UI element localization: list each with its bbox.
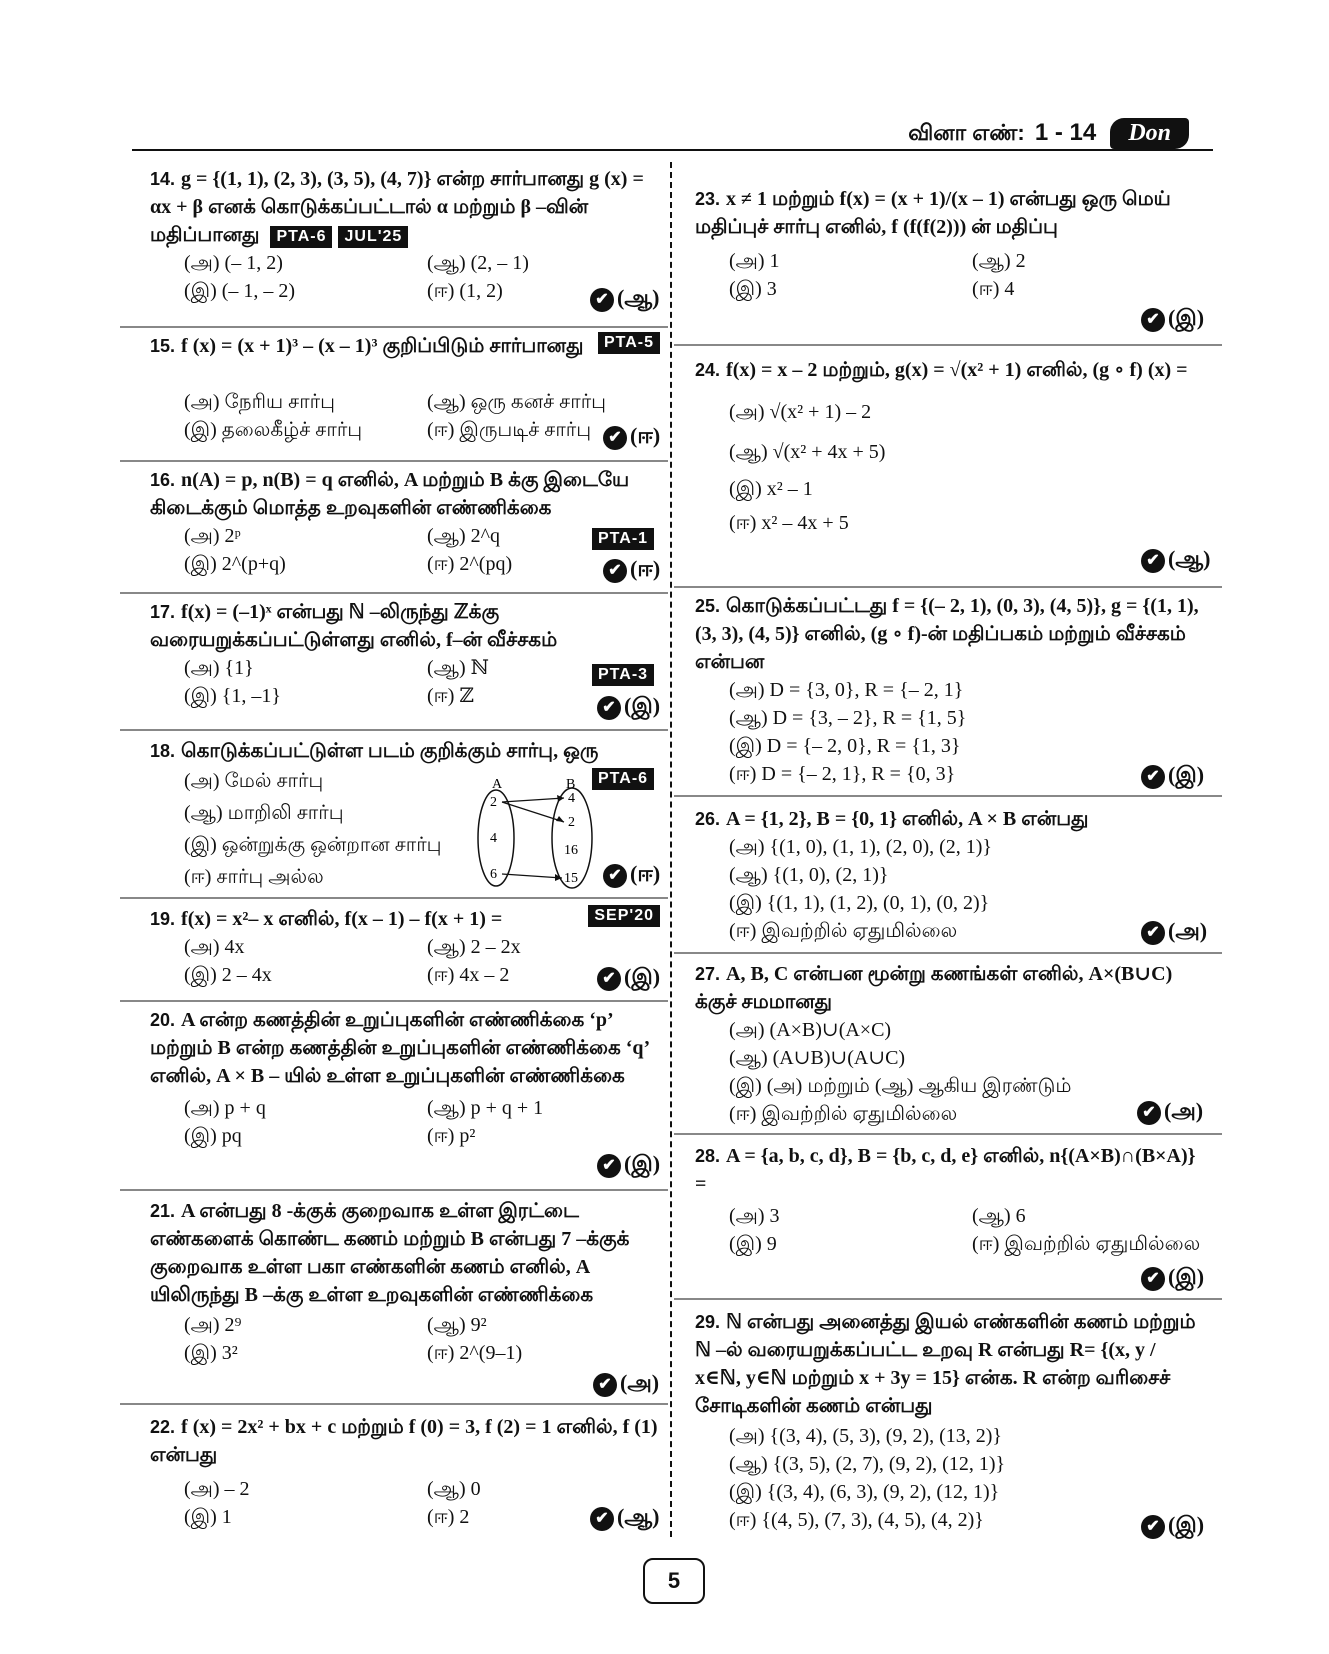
question-stem: A என்ற கணத்தின் உறுப்புகளின் எண்ணிக்கை ‘p’ மற்றும் B என்ற கணத்தின் உறுப்புகளின் எண்ணிக்கை ‘q’ எனில், A × B – யில் உள்ள உறுப்புகளின் எண்ணிக்கை (150, 1009, 649, 1087)
question-number: 26. (695, 809, 721, 829)
option-d[interactable]: (ஈ) x² – 4x + 5 (729, 512, 849, 534)
arrow-head (556, 816, 564, 822)
answer-mark (1137, 1098, 1203, 1127)
question-number: 25. (695, 596, 721, 616)
answer-label: (இ) (1168, 1264, 1205, 1289)
question-stem: f(x) = x²– x எனில், f(x – 1) – f(x + 1) = (181, 908, 503, 930)
option-b[interactable]: (ஆ) (A∪B)∪(A∪C) (729, 1047, 906, 1069)
option-d[interactable]: (ஈ) 4 (972, 278, 1015, 300)
option-b[interactable]: (ஆ) 2 (972, 250, 1026, 272)
question-number: 20. (150, 1010, 176, 1030)
answer-label: (ஆ) (617, 285, 660, 310)
check-icon: ✔ (1137, 1101, 1161, 1125)
option-d[interactable]: (ஈ) (1, 2) (427, 280, 503, 302)
question-number: 27. (695, 964, 721, 984)
option-d[interactable]: (ஈ) 2^(9–1) (427, 1342, 523, 1364)
question-number: 29. (695, 1312, 721, 1332)
check-icon: ✔ (590, 288, 614, 312)
option-a[interactable]: (அ) 4x (184, 936, 245, 958)
question-stem: கொடுக்கப்பட்டுள்ள படம் குறிக்கும் சார்பு, ஒரு (181, 740, 599, 762)
answer-mark (590, 1504, 659, 1533)
option-a[interactable]: (அ) 3 (729, 1205, 780, 1227)
option-c[interactable]: (இ) 2 – 4x (184, 964, 272, 986)
option-a[interactable]: (அ) {(1, 0), (1, 1), (2, 0), (2, 1)} (729, 836, 993, 858)
option-b[interactable]: (ஆ) √(x² + 4x + 5) (729, 441, 886, 463)
question-15 (150, 332, 660, 444)
option-a[interactable]: (அ) (A×B)∪(A×C) (729, 1019, 892, 1041)
header-rule (132, 149, 1213, 151)
question-stem: x ≠ 1 மற்றும் f(x) = (x + 1)/(x – 1) என்பது ஒரு மெய் மதிப்புச் சார்பு எனில், f (f(f(2))) ன் மதிப்பு (695, 188, 1171, 238)
answer-label: (இ) (1168, 1512, 1205, 1537)
separator (120, 729, 668, 731)
answer-label: (ஈ) (630, 861, 661, 886)
exam-tag: JUL'25 (338, 226, 408, 248)
answer-label: (அ) (1168, 918, 1208, 943)
option-d[interactable]: (ஈ) இவற்றில் ஏதுமில்லை (729, 920, 958, 942)
option-a[interactable]: (அ) 2ᵖ (184, 525, 241, 547)
answer-label: (அ) (1164, 1098, 1204, 1123)
check-icon: ✔ (603, 559, 627, 583)
question-14 (150, 165, 660, 305)
separator (674, 952, 1222, 954)
option-a[interactable]: (அ) மேல் சார்பு (184, 770, 324, 792)
check-icon: ✔ (1141, 1267, 1165, 1291)
question-number: 21. (150, 1201, 176, 1221)
column-divider (670, 162, 672, 1537)
option-c[interactable]: (இ) 1 (184, 1506, 232, 1528)
question-stem: A என்பது 8 -க்குக் குறைவாக உள்ள இரட்டை எண்களைக் கொண்ட கணம் மற்றும் B என்பது 7 –க்குக் குறைவாக உள்ள பகா எண்களின் கணம் எனில், A யிலிருந்து B –க்கு உள்ள உறவுகளின் எண்ணிக்கை (150, 1200, 630, 1306)
answer-mark (597, 964, 660, 993)
option-a[interactable]: (அ) √(x² + 1) – 2 (729, 401, 872, 423)
question-number: 24. (695, 360, 721, 380)
option-c[interactable]: (இ) D = {– 2, 0}, R = {1, 3} (729, 735, 961, 757)
answer-mark (597, 1151, 660, 1180)
question-stem: கொடுக்கப்பட்டது f = {(– 2, 1), (0, 3), (4, 5)}, g = {(1, 1), (3, 3), (4, 5)} எனில், (g ∘ f)-ன் மதிப்பகம் மற்றும் வீச்சகம் என்பன (695, 595, 1199, 673)
option-a[interactable]: (அ) – 2 (184, 1478, 250, 1500)
answer-mark (593, 1370, 659, 1399)
answer-label: (இ) (1168, 762, 1205, 787)
option-c[interactable]: (இ) 9 (729, 1233, 777, 1255)
page-header (908, 118, 1189, 149)
question-number: 19. (150, 909, 176, 929)
question-stem: A = {1, 2}, B = {0, 1} எனில், A × B என்பது (726, 808, 1089, 830)
option-d[interactable]: (ஈ) {(4, 5), (7, 3), (4, 5), (4, 2)} (729, 1509, 984, 1531)
mapping-diagram (470, 774, 600, 892)
question-26 (695, 805, 1208, 945)
option-d[interactable]: (ஈ) 2^(pq) (427, 553, 513, 575)
check-icon: ✔ (603, 864, 627, 888)
answer-mark (1141, 1512, 1204, 1541)
question-stem: ℕ என்பது அனைத்து இயல் எண்களின் கணம் மற்றும் ℕ –ல் வரையறுக்கப்பட்ட உறவு R என்பது R= {(x, y / x∈ℕ, y∈ℕ மற்றும் x + 3y = 15} என்க. R என்ற வரிசைச் சோடிகளின் கணம் என்பது (695, 1311, 1196, 1417)
answer-label: (ஆ) (1168, 546, 1211, 571)
option-b[interactable]: (ஆ) ஒரு கனச் சார்பு (427, 391, 607, 413)
question-16 (150, 466, 660, 578)
exam-tag: SEP'20 (588, 905, 660, 927)
answer-mark (1141, 305, 1204, 334)
option-b[interactable]: (ஆ) {(3, 5), (2, 7), (9, 2), (12, 1)} (729, 1453, 1006, 1475)
question-25 (695, 592, 1205, 788)
option-a[interactable]: (அ) p + q (184, 1097, 266, 1119)
check-icon: ✔ (1141, 549, 1165, 573)
separator (674, 1133, 1222, 1135)
separator (120, 897, 668, 899)
options (729, 1202, 1205, 1258)
question-23 (695, 185, 1205, 303)
set-a-element: 6 (490, 867, 497, 882)
options (729, 1422, 1205, 1534)
check-icon: ✔ (603, 426, 627, 450)
option-a[interactable]: (அ) 1 (729, 250, 780, 272)
answer-mark (590, 285, 659, 314)
options (184, 1475, 660, 1531)
check-icon: ✔ (1141, 765, 1165, 789)
option-b[interactable]: (ஆ) {(1, 0), (2, 1)} (729, 864, 889, 886)
answer-label: (இ) (1168, 305, 1205, 330)
question-stem: f (x) = (x + 1)³ – (x – 1)³ குறிப்பிடும் சார்பானது (181, 335, 584, 357)
separator (674, 344, 1222, 346)
answer-mark (1141, 1264, 1204, 1293)
options (729, 676, 1205, 788)
separator (120, 460, 668, 462)
separator (674, 795, 1222, 797)
question-stem: f (x) = 2x² + bx + c மற்றும் f (0) = 3, f (2) = 1 எனில், f (1) என்பது (150, 1416, 658, 1466)
set-b-label: B (566, 777, 576, 792)
options (184, 933, 660, 989)
option-b[interactable]: (ஆ) 2^q (427, 525, 500, 547)
brand-logo: Don (1110, 118, 1189, 149)
answer-mark (597, 693, 660, 722)
exam-tag: PTA-5 (598, 332, 660, 354)
question-number: 17. (150, 602, 176, 622)
option-d[interactable]: (ஈ) 4x – 2 (427, 964, 510, 986)
answer-mark (1141, 546, 1210, 575)
separator (120, 592, 668, 594)
option-c[interactable]: (இ) {(1, 1), (1, 2), (0, 1), (0, 2)} (729, 892, 990, 914)
question-number: 15. (150, 336, 176, 356)
answer-label: (ஆ) (617, 1504, 660, 1529)
separator (674, 1298, 1222, 1300)
options (184, 249, 660, 305)
mapping-arrow (502, 798, 564, 802)
exam-tag: PTA-3 (592, 664, 654, 686)
check-icon: ✔ (597, 696, 621, 720)
question-17 (150, 598, 660, 710)
option-c[interactable]: (இ) ஒன்றுக்கு ஒன்றான சார்பு (184, 834, 442, 856)
option-c[interactable]: (இ) 2^(p+q) (184, 553, 286, 575)
option-c[interactable]: (இ) 3² (184, 1342, 238, 1364)
option-d[interactable]: (ஈ) இருபடிச் சார்பு (427, 419, 592, 441)
mapping-arrow (502, 874, 562, 878)
option-c[interactable]: (இ) x² – 1 (729, 478, 813, 500)
header-title: வினா எண்: (908, 120, 1025, 145)
option-a[interactable]: (அ) (– 1, 2) (184, 252, 283, 274)
question-stem: g = {(1, 1), (2, 3), (3, 5), (4, 7)} என்ற சார்பானது g (x) = αx + β எனக் கொடுக்கப்பட்டால் α மற்றும் β –வின் மதிப்பானது (150, 168, 644, 246)
check-icon: ✔ (590, 1507, 614, 1531)
option-d[interactable]: (ஈ) ℤ (427, 685, 475, 707)
option-c[interactable]: (இ) {(3, 4), (6, 3), (9, 2), (12, 1)} (729, 1481, 1000, 1503)
check-icon: ✔ (1141, 921, 1165, 945)
question-22 (150, 1413, 660, 1531)
check-icon: ✔ (1141, 1515, 1165, 1539)
header-range: 1 - 14 (1034, 119, 1097, 146)
separator (120, 326, 668, 328)
question-stem: n(A) = p, n(B) = q எனில், A மற்றும் B க்கு இடையே கிடைக்கும் மொத்த உறவுகளின் எண்ணிக்கை (150, 469, 630, 519)
question-number: 18. (150, 741, 176, 761)
exam-tag: PTA-6 (592, 768, 654, 790)
question-stem: f(x) = (–1)ˣ என்பது ℕ –லிருந்து ℤக்கு வரையறுக்கப்பட்டுள்ளது எனில், f–ன் வீச்சகம் (150, 601, 558, 651)
options (729, 392, 1205, 540)
option-c[interactable]: (இ) {1, –1} (184, 685, 281, 707)
exam-tag: PTA-6 (270, 226, 332, 248)
question-stem: f(x) = x – 2 மற்றும், g(x) = √(x² + 1) எனில், (g ∘ f) (x) = (726, 359, 1188, 381)
option-c[interactable]: (இ) தலைகீழ்ச் சார்பு (184, 419, 363, 441)
question-27 (695, 960, 1205, 1128)
option-b[interactable]: (ஆ) (2, – 1) (427, 252, 529, 274)
options (184, 1311, 660, 1367)
question-stem: A, B, C என்பன மூன்று கணங்கள் எனில், A×(B∪C) க்குச் சமமானது (695, 963, 1173, 1013)
question-24 (695, 356, 1205, 540)
option-b[interactable]: (ஆ) மாறிலி சார்பு (184, 802, 344, 824)
option-d[interactable]: (ஈ) இவற்றில் ஏதுமில்லை (729, 1103, 958, 1125)
answer-mark (1141, 918, 1207, 947)
option-c[interactable]: (இ) (அ) மற்றும் (ஆ) ஆகிய இரண்டும் (729, 1075, 1072, 1097)
question-19 (150, 905, 660, 989)
option-d[interactable]: (ஈ) D = {– 2, 1}, R = {0, 3} (729, 763, 956, 785)
option-b[interactable]: (ஆ) p + q + 1 (427, 1097, 544, 1119)
answer-mark (1141, 762, 1204, 791)
check-icon: ✔ (593, 1373, 617, 1397)
separator (674, 586, 1222, 588)
separator (120, 1189, 668, 1191)
option-d[interactable]: (ஈ) p² (427, 1125, 476, 1147)
page-number: 5 (643, 1558, 705, 1604)
answer-label: (ஈ) (630, 556, 661, 581)
question-number: 22. (150, 1417, 176, 1437)
option-b[interactable]: (ஆ) 9² (427, 1314, 487, 1336)
answer-mark (603, 423, 660, 452)
question-28 (695, 1142, 1205, 1258)
option-c[interactable]: (இ) 3 (729, 278, 777, 300)
option-a[interactable]: (அ) D = {3, 0}, R = {– 2, 1} (729, 679, 964, 701)
answer-label: (இ) (624, 693, 661, 718)
option-b[interactable]: (ஆ) 2 – 2x (427, 936, 521, 958)
option-d[interactable]: (ஈ) 2 (427, 1506, 470, 1528)
separator (120, 1403, 668, 1405)
answer-mark (603, 556, 660, 585)
option-d[interactable]: (ஈ) சார்பு அல்ல (184, 866, 324, 888)
option-b[interactable]: (ஆ) D = {3, – 2}, R = {1, 5} (729, 707, 967, 729)
separator (120, 1000, 668, 1002)
answer-mark (603, 861, 660, 890)
set-b-element: 2 (568, 815, 575, 830)
question-29 (695, 1308, 1205, 1534)
options (729, 833, 1208, 945)
question-number: 28. (695, 1146, 721, 1166)
exam-tag: PTA-1 (592, 528, 654, 550)
options (184, 388, 660, 444)
question-number: 23. (695, 189, 721, 209)
option-b[interactable]: (ஆ) 0 (427, 1478, 481, 1500)
option-a[interactable]: (அ) 2⁹ (184, 1314, 242, 1336)
check-icon: ✔ (597, 1154, 621, 1178)
set-b-element: 4 (568, 791, 575, 806)
question-21 (150, 1197, 660, 1367)
options (184, 522, 660, 578)
check-icon: ✔ (1141, 308, 1165, 332)
option-a[interactable]: (அ) நேரிய சார்பு (184, 391, 335, 413)
set-b-element: 16 (564, 843, 578, 858)
option-c[interactable]: (இ) pq (184, 1125, 242, 1147)
set-a-element: 4 (490, 831, 497, 846)
answer-label: (இ) (624, 964, 661, 989)
option-d[interactable]: (ஈ) இவற்றில் ஏதுமில்லை (972, 1233, 1201, 1255)
set-a-element: 2 (490, 795, 497, 810)
question-number: 14. (150, 169, 176, 189)
options (184, 1094, 660, 1150)
option-a[interactable]: (அ) {1} (184, 657, 254, 679)
answer-label: (இ) (624, 1151, 661, 1176)
answer-label: (அ) (620, 1370, 660, 1395)
set-a-label: A (492, 777, 503, 792)
option-c[interactable]: (இ) (– 1, – 2) (184, 280, 296, 302)
options (184, 654, 660, 710)
option-a[interactable]: (அ) {(3, 4), (5, 3), (9, 2), (13, 2)} (729, 1425, 1003, 1447)
options (729, 247, 1205, 303)
answer-label: (ஈ) (630, 423, 661, 448)
question-stem: A = {a, b, c, d}, B = {b, c, d, e} எனில், n{(A×B)∩(B×A)} = (695, 1145, 1196, 1195)
question-20 (150, 1006, 660, 1150)
option-b[interactable]: (ஆ) 6 (972, 1205, 1026, 1227)
option-b[interactable]: (ஆ) ℕ (427, 657, 489, 679)
check-icon: ✔ (597, 967, 621, 991)
options (729, 1016, 1205, 1128)
set-b-element: 15 (564, 871, 578, 886)
question-number: 16. (150, 470, 176, 490)
